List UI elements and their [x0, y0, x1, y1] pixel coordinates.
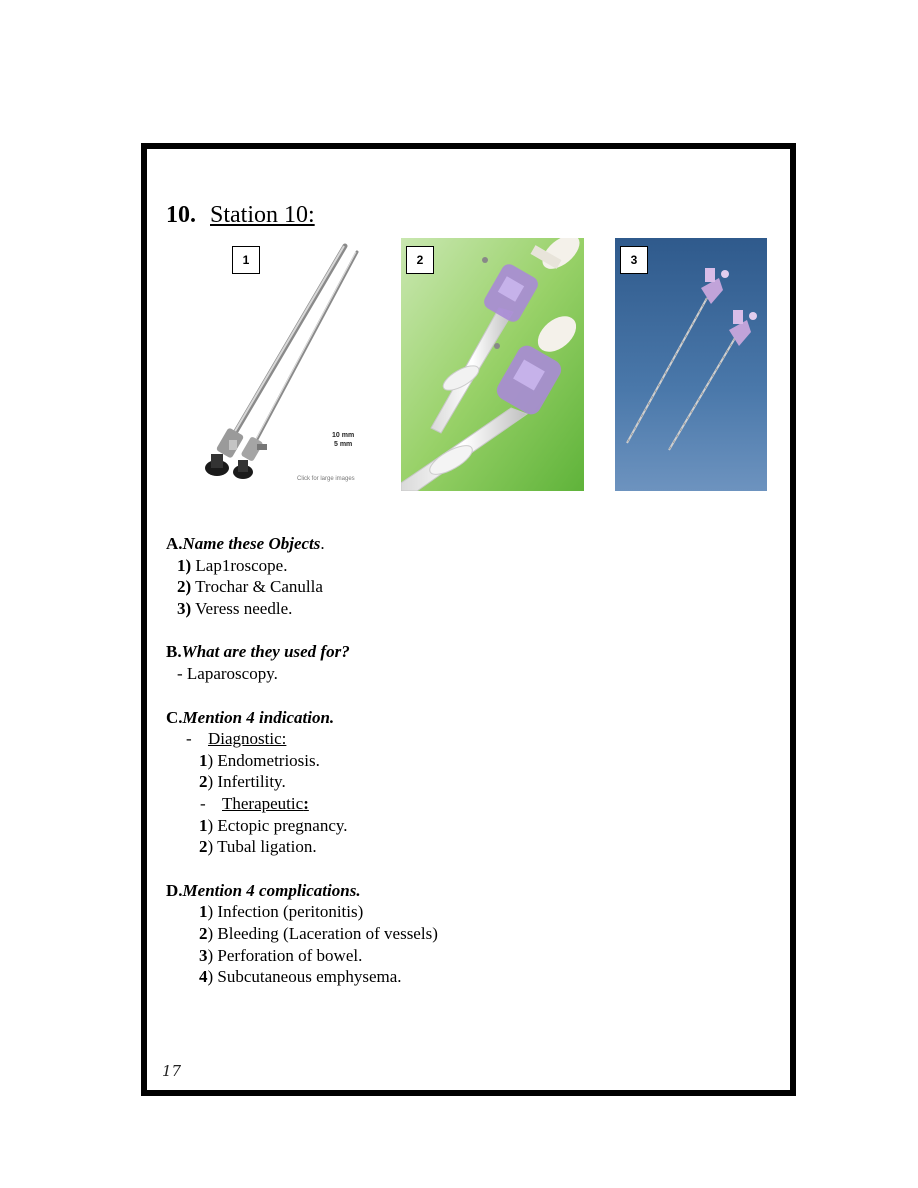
section-d-question: Mention 4 complications.	[182, 880, 361, 900]
section-c-question: Mention 4 indication.	[182, 707, 335, 727]
item-number: 2)	[177, 577, 192, 597]
item-number: 1	[199, 750, 208, 770]
item-number: 2	[199, 923, 208, 943]
dash: -	[186, 729, 192, 749]
item-text: ) Subcutaneous emphysema.	[207, 967, 402, 987]
section-c-letter: C.	[166, 707, 183, 727]
section-d-letter: D.	[166, 880, 183, 900]
item-number: 3	[199, 945, 208, 965]
image-label-2: 2	[406, 246, 434, 274]
section-b-question: What are they used for?	[181, 642, 350, 662]
section-b-answer: - Laparoscopy.	[177, 663, 278, 683]
list-item	[166, 771, 766, 793]
subgroup-therapeutic	[166, 793, 766, 815]
list-item	[166, 815, 766, 837]
item-number: 1	[199, 902, 208, 922]
list-item	[166, 966, 766, 988]
list-item	[166, 836, 766, 858]
section-a-question: Name these Objects	[182, 534, 321, 553]
section-a-heading	[166, 533, 766, 555]
image-label-1: 1	[232, 246, 260, 274]
section-d-heading	[166, 880, 766, 902]
subgroup-label: Therapeutic	[222, 793, 304, 813]
list-item	[166, 901, 766, 923]
laparoscope-photo	[195, 238, 370, 491]
section-c-heading	[166, 707, 766, 729]
list-item	[166, 923, 766, 945]
list-item	[166, 576, 766, 598]
subgroup-label: Diagnostic:	[208, 729, 287, 749]
dash: -	[200, 793, 206, 813]
list-item	[166, 555, 766, 577]
item-text: Lap1roscope.	[195, 555, 288, 575]
section-a-letter: A.	[166, 534, 183, 553]
qa-content	[166, 533, 766, 988]
trocar-cannula-photo	[401, 238, 584, 491]
veress-needle-photo	[615, 238, 767, 491]
item-number: 1	[199, 815, 208, 835]
item-number: 3)	[177, 598, 192, 618]
section-b-heading	[166, 641, 766, 663]
item-text: ) Bleeding (Laceration of vessels)	[207, 923, 438, 943]
list-item	[166, 598, 766, 620]
list-item	[166, 945, 766, 967]
item-number: 1)	[177, 555, 192, 575]
station-number: 10.	[166, 202, 196, 228]
subgroup-label-colon: :	[303, 793, 309, 813]
list-item	[166, 750, 766, 772]
item-text: Veress needle.	[195, 598, 293, 618]
item-number: 4	[199, 967, 208, 987]
station-title	[166, 200, 315, 230]
item-text: Trochar & Canulla	[195, 577, 323, 597]
item-number: 2	[199, 837, 208, 857]
subgroup-diagnostic	[166, 728, 766, 750]
item-number: 2	[199, 772, 208, 792]
station-name: Station 10:	[210, 202, 315, 228]
scale-label-5mm: 5 mm	[334, 441, 353, 448]
item-text: ) Infertility.	[207, 772, 286, 792]
scale-label-10mm: 10 mm	[332, 432, 355, 439]
item-text: ) Perforation of bowel.	[207, 945, 363, 965]
item-text: ) Tubal ligation.	[207, 837, 317, 857]
section-b-letter: B.	[166, 642, 182, 662]
click-for-large-images-caption: Click for large images	[297, 476, 355, 482]
item-text: ) Infection (peritonitis)	[207, 902, 364, 922]
image-label-3: 3	[620, 246, 648, 274]
section-a-question-end: .	[320, 534, 325, 553]
item-text: ) Ectopic pregnancy.	[207, 815, 348, 835]
item-text: ) Endometriosis.	[207, 750, 320, 770]
page-number: 17	[162, 1062, 182, 1080]
